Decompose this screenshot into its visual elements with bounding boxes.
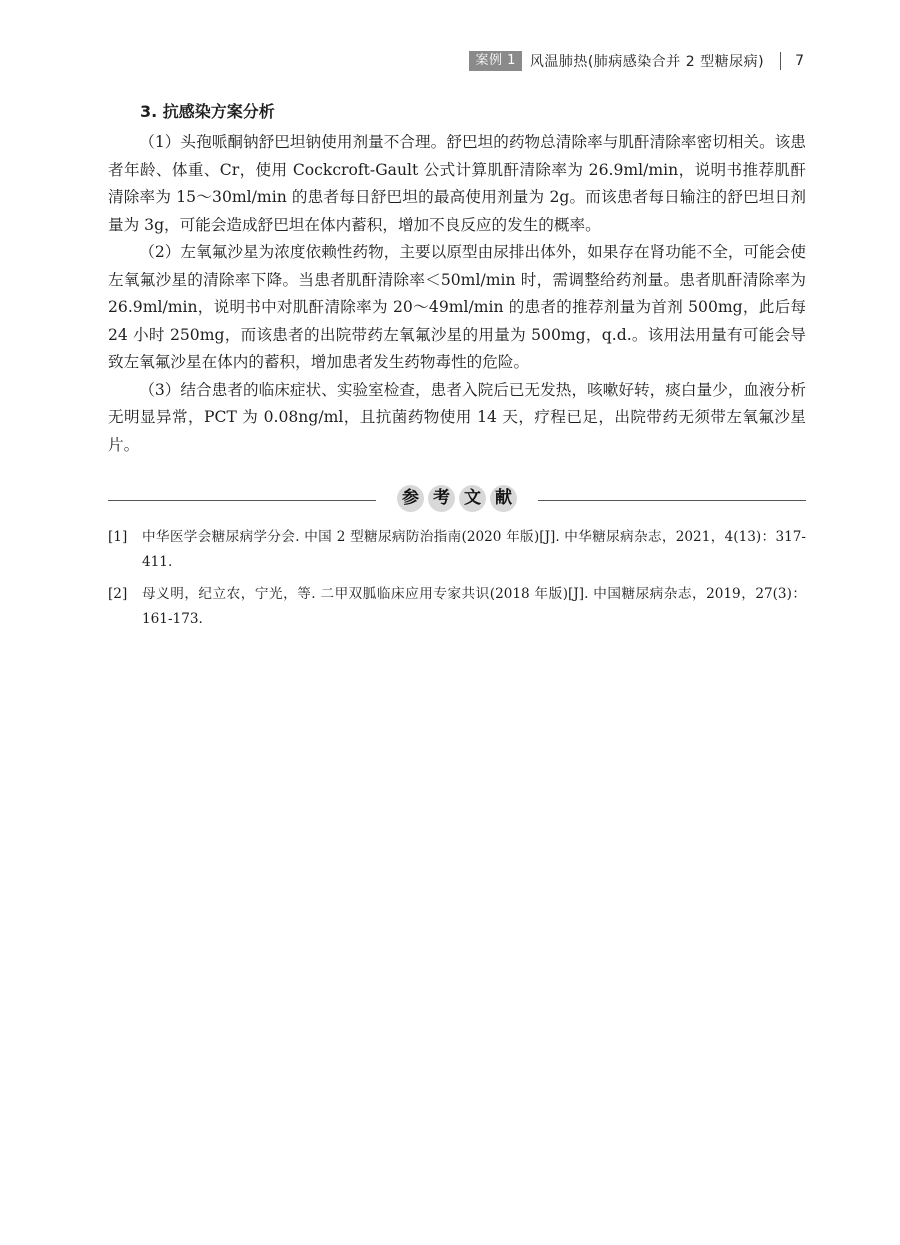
main-content (108, 99, 806, 459)
case-title: 风温肺热(肺病感染合并 2 型糖尿病) (529, 54, 765, 70)
section-heading: 3. 抗感染方案分析 (140, 102, 275, 121)
reference-text: 母义明，纪立农，宁光，等. 二甲双胍临床应用专家共识(2018 年版)[J]. 中国糖尿病杂志，2019，27(3)：161-173. (142, 586, 806, 627)
divider-line-left (108, 500, 376, 501)
references-title-char: 考 (428, 485, 455, 512)
divider-line-right (538, 500, 806, 501)
references-title-char: 文 (459, 485, 486, 512)
references-divider (108, 485, 806, 517)
references-title-char: 参 (397, 485, 424, 512)
reference-number: [2] (108, 586, 128, 602)
reference-list (108, 525, 806, 639)
references-title-char: 献 (490, 485, 517, 512)
running-header (469, 50, 804, 72)
reference-number: [1] (108, 529, 128, 545)
paragraph-2: （2）左氧氟沙星为浓度依赖性药物，主要以原型由尿排出体外，如果存在肾功能不全，可能会使左氧氟沙星的清除率下降。当患者肌酐清除率＜50ml/min 时，需调整给药剂量。患者肌酐清除率为 26.9ml/min，说明书中对肌酐清除率为 20～49ml/min 的患者的推荐剂量为首剂 500mg，此后每 24 小时 250mg，而该患者的出院带药左氧氟沙星的用量为 500mg，q.d.。该用法用量有可能会导致左氧氟沙星在体内的蓄积，增加患者发生药物毒性的危险。 (108, 243, 806, 371)
page-number: 7 (795, 53, 804, 69)
reference-item (108, 525, 806, 575)
reference-item (108, 582, 806, 632)
reference-text: 中华医学会糖尿病学分会. 中国 2 型糖尿病防治指南(2020 年版)[J]. 中华糖尿病杂志，2021，4(13)：317-411. (142, 529, 806, 570)
references-title (397, 485, 517, 512)
case-badge: 案例 1 (469, 51, 521, 71)
paragraph-1: （1）头孢哌酮钠舒巴坦钠使用剂量不合理。舒巴坦的药物总清除率与肌酐清除率密切相关。该患者年龄、体重、Cr，使用 Cockcroft-Gault 公式计算肌酐清除率为 26.9ml/min，说明书推荐肌酐清除率为 15～30ml/min 的患者每日舒巴坦的最高使用剂量为 2g。而该患者每日输注的舒巴坦日剂量为 3g，可能会造成舒巴坦在体内蓄积，增加不良反应的发生的概率。 (108, 133, 806, 234)
paragraph-3: （3）结合患者的临床症状、实验室检查，患者入院后已无发热，咳嗽好转，痰白量少，血液分析无明显异常，PCT 为 0.08ng/ml，且抗菌药物使用 14 天，疗程已足，出院带药无须带左氧氟沙星片。 (108, 380, 806, 454)
header-divider (780, 52, 781, 70)
